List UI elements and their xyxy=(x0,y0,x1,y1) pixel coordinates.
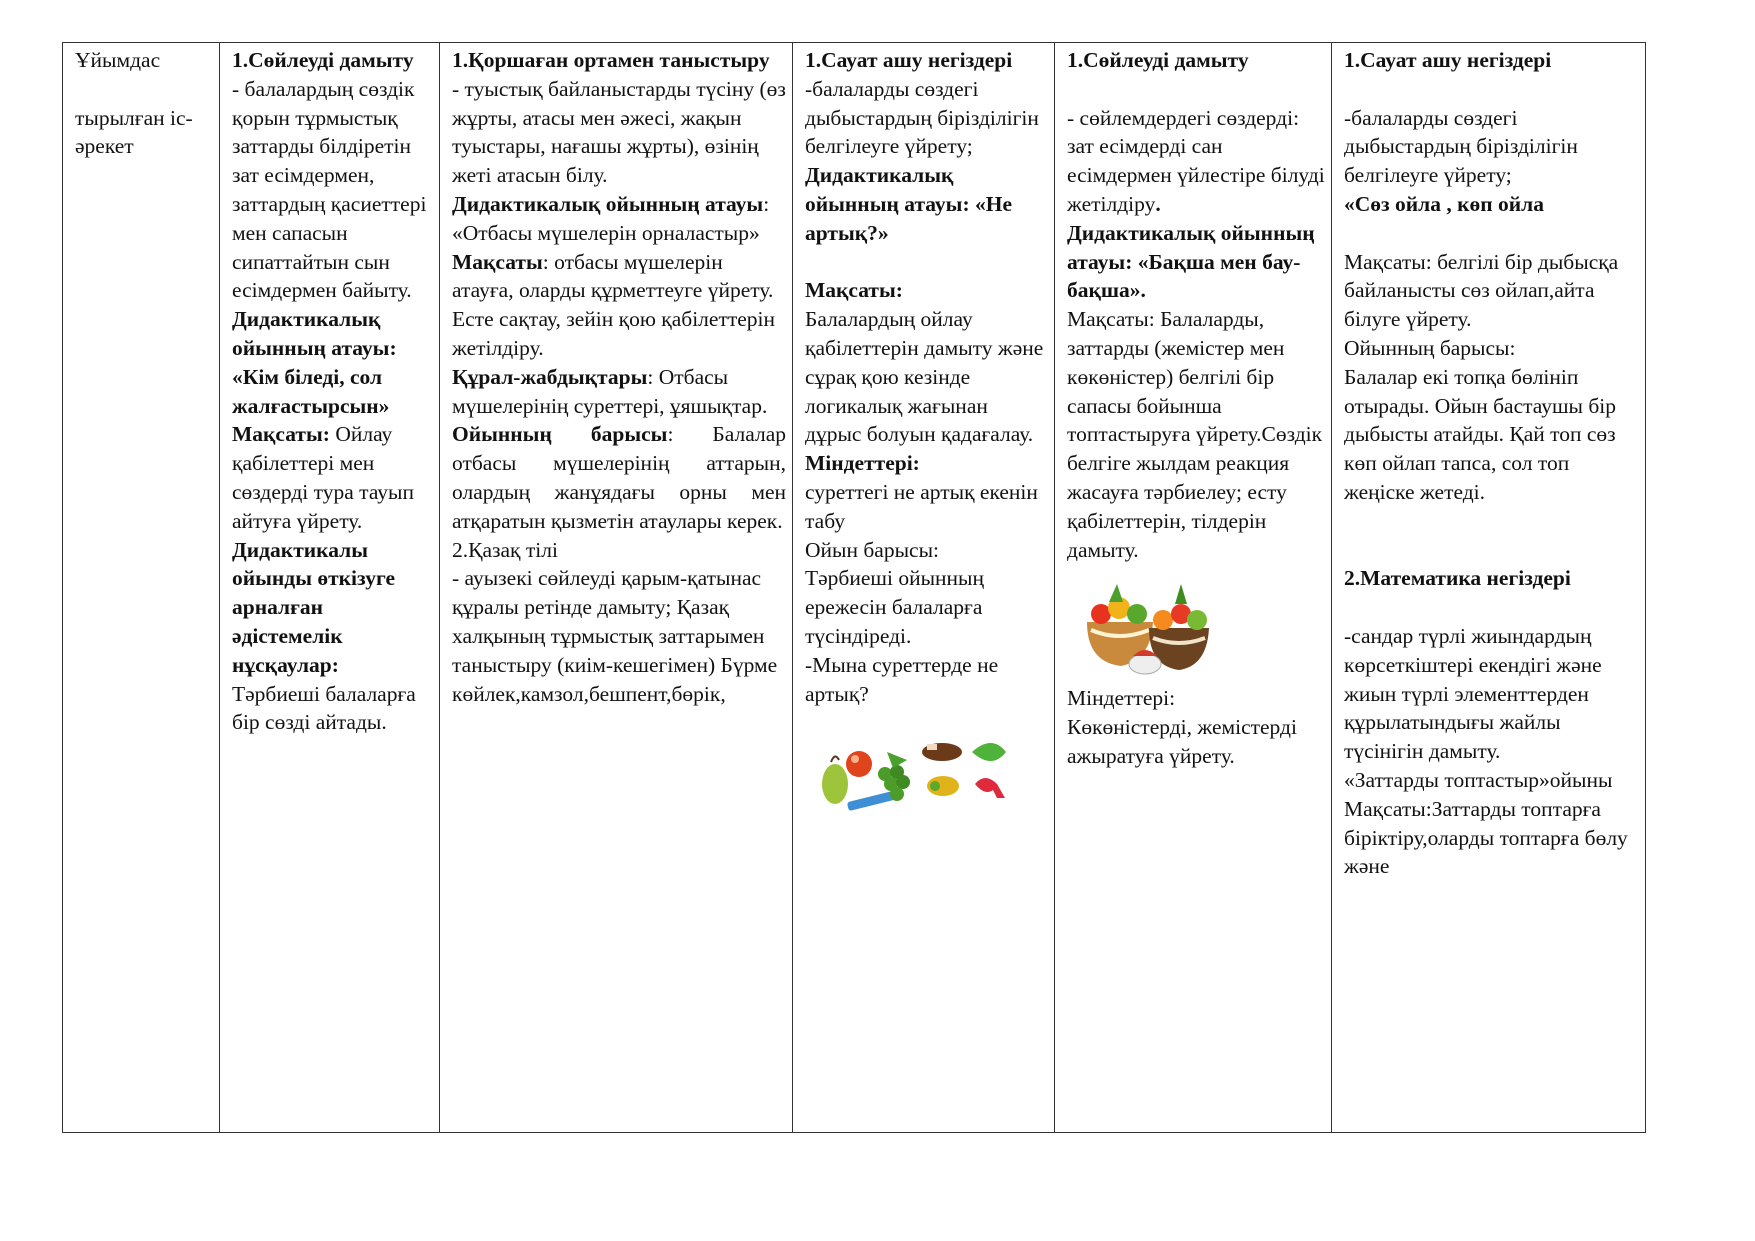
game-text: : «Отбасы мүшелерін орналастыр» xyxy=(452,191,770,245)
section-title: 1.Сөйлеуді дамыту xyxy=(232,48,414,72)
course-text: : Балалар отбасы мүшелерінің аттарын, олардың жанұядағы орны мен атқаратын қызметін атаулары керек. xyxy=(452,422,786,533)
aim-text: Мақсаты: белгілі бір дыбысқа байланысты сөз ойлап,айта білуге үйрету. xyxy=(1344,249,1619,332)
course-label: Ойын барысы: xyxy=(805,537,939,562)
aim-text: Мақсаты: Балаларды, заттарды (жемістер мен көкөністер) белгілі бір сапасы бойынша топтастыруға үйрету.Сөздік белгіге жылдам реакция жасауға тәрбиелеу; есту қабілеттерін, тілдерін дамыту. xyxy=(1067,307,1323,562)
tasks-label: Міндеттері: xyxy=(1067,686,1176,711)
aim-label: Мақсаты xyxy=(452,249,543,274)
section-title: 1.Қоршаған ортамен таныстыру xyxy=(452,48,770,72)
section-title: 1.Сауат ашу негіздері xyxy=(1344,48,1552,72)
section-title: 1.Сауат ашу негіздері xyxy=(805,48,1013,72)
environment-cell xyxy=(440,43,793,1133)
literacy-cell xyxy=(793,43,1055,1133)
subsection-aim: Мақсаты:Заттарды топтарға біріктіру,оларды топтарға бөлу және xyxy=(1344,796,1628,879)
fruit-vegetable-bowls-picture xyxy=(1079,578,1219,678)
lesson-plan-table xyxy=(62,42,1646,1133)
aim-label: Мақсаты: xyxy=(232,422,330,447)
subsection-title: 2.Қазақ тілі xyxy=(452,537,558,562)
table-row xyxy=(63,43,1646,1133)
game-name: Дидактикалық ойынның атауы: «Кім біледі, сол жалғастырсын» xyxy=(232,307,397,418)
method-label: Дидактикалы ойынды өткізуге арналған әдістемелік нұсқаулар: xyxy=(232,537,395,677)
question-text: -Мына суреттерде не артық? xyxy=(805,652,999,706)
game-label: Дидактикалық ойынның атауы: «Бақша мен бау-бақша». xyxy=(1067,220,1315,303)
section-title: 1.Сөйлеуді дамыту xyxy=(1067,48,1249,72)
goal-dot: . xyxy=(1155,191,1161,216)
subsection-title: 2.Математика негіздері xyxy=(1344,566,1571,591)
label-line-1: Ұйымдас xyxy=(75,48,161,72)
course-text: Тәрбиеші ойынның ережесін балаларға түсіндіреді. xyxy=(805,566,984,648)
goal-text: - сөйлемдердегі сөздерді: зат есімдерді сан есімдермен үйлестіре білуді жетілдіру xyxy=(1067,105,1325,216)
speech-development-2-cell xyxy=(1055,43,1332,1133)
course-text: Балалар екі топқа бөлініп отырады. Ойын бастаушы бір дыбысты атайды. Қай топ сөз көп ойлап тапса, сол топ жеңіске жетеді. xyxy=(1344,364,1617,504)
aim-text: Балалардың ойлау қабілеттерін дамыту және сұрақ қою кезінде логикалық жағынан дұрыс болуын қадағалау. xyxy=(805,307,1044,447)
goal-text: -балаларды сөздегі дыбыстардың біріздiлiгiн белгiлеуге үйрету; xyxy=(1344,105,1578,188)
goal-text: - туыстық байланыстарды түсіну (өз жұрты, атасы мен әжесі, жақын туыстары, нағашы жұрты), өзінің жеті атасын білу. xyxy=(452,76,786,188)
subsection-text: - ауызекі сөйлеуді қарым-қатынас құралы ретінде дамыту; Қазақ халқының тұрмыстық заттарымен таныстыру (киім-кешегімен) Бүрме көйлек,камзол,бешпент,бөрік, xyxy=(452,566,778,706)
tasks-text: суреттегі не артық екенін табу xyxy=(805,479,1038,533)
goal-text: - балалардың сөздік қорын тұрмыстық заттарды білдіретін зат есімдермен, заттардың қасиеттері мен сапасын сипаттайтын сын есімдермен байыту. xyxy=(232,76,427,303)
game-label: Дидактикалық ойынның атауы xyxy=(452,191,764,216)
speech-development-cell xyxy=(220,43,440,1133)
game-label: Дидактикалық ойынның атауы: «Не артық?» xyxy=(805,163,1013,245)
course-label: Ойынның барысы: xyxy=(1344,335,1516,360)
game-name: «Сөз ойла , көп ойла xyxy=(1344,191,1544,216)
tools-text: : Отбасы мүшелерінің суреттері, ұяшықтар. xyxy=(452,364,768,418)
aim-text: Ойлау қабілеттері мен сөздерді тура тауып айтуға үйрету. xyxy=(232,422,414,533)
aim-label: Мақсаты: xyxy=(805,278,903,303)
method-text: Тәрбиеші балаларға бір сөзді айтады. xyxy=(232,681,416,735)
tasks-text: Көкөністерді, жемістерді ажыратуға үйрету. xyxy=(1067,715,1297,768)
odd-one-out-picture xyxy=(817,722,1017,818)
label-line-2: тырылған іс-әрекет xyxy=(75,105,193,159)
literacy-math-cell xyxy=(1332,43,1646,1133)
course-label: Ойынның барысы xyxy=(452,422,668,447)
tools-label: Құрал-жабдықтары xyxy=(452,364,648,389)
label-cell xyxy=(63,43,220,1133)
subsection-goal: -сандар түрлі жиындардың көрсеткіштері екендігі және жиын түрлі элементтерден құрылатындығы жайлы түсінігін дамыту. xyxy=(1344,623,1602,764)
subsection-game: «Заттарды топтастыр»ойыны xyxy=(1344,767,1613,792)
goal-text: -балаларды сөздегі дыбыстардың біріздiлiгiн белгiлеуге үйрету; xyxy=(805,76,1039,159)
aim-text: : отбасы мүшелерін атауға, оларды құрметтеуге үйрету. Есте сақтау, зейін қою қабілеттерін жетілдіру. xyxy=(452,249,776,360)
tasks-label: Міндеттері: xyxy=(805,451,920,476)
